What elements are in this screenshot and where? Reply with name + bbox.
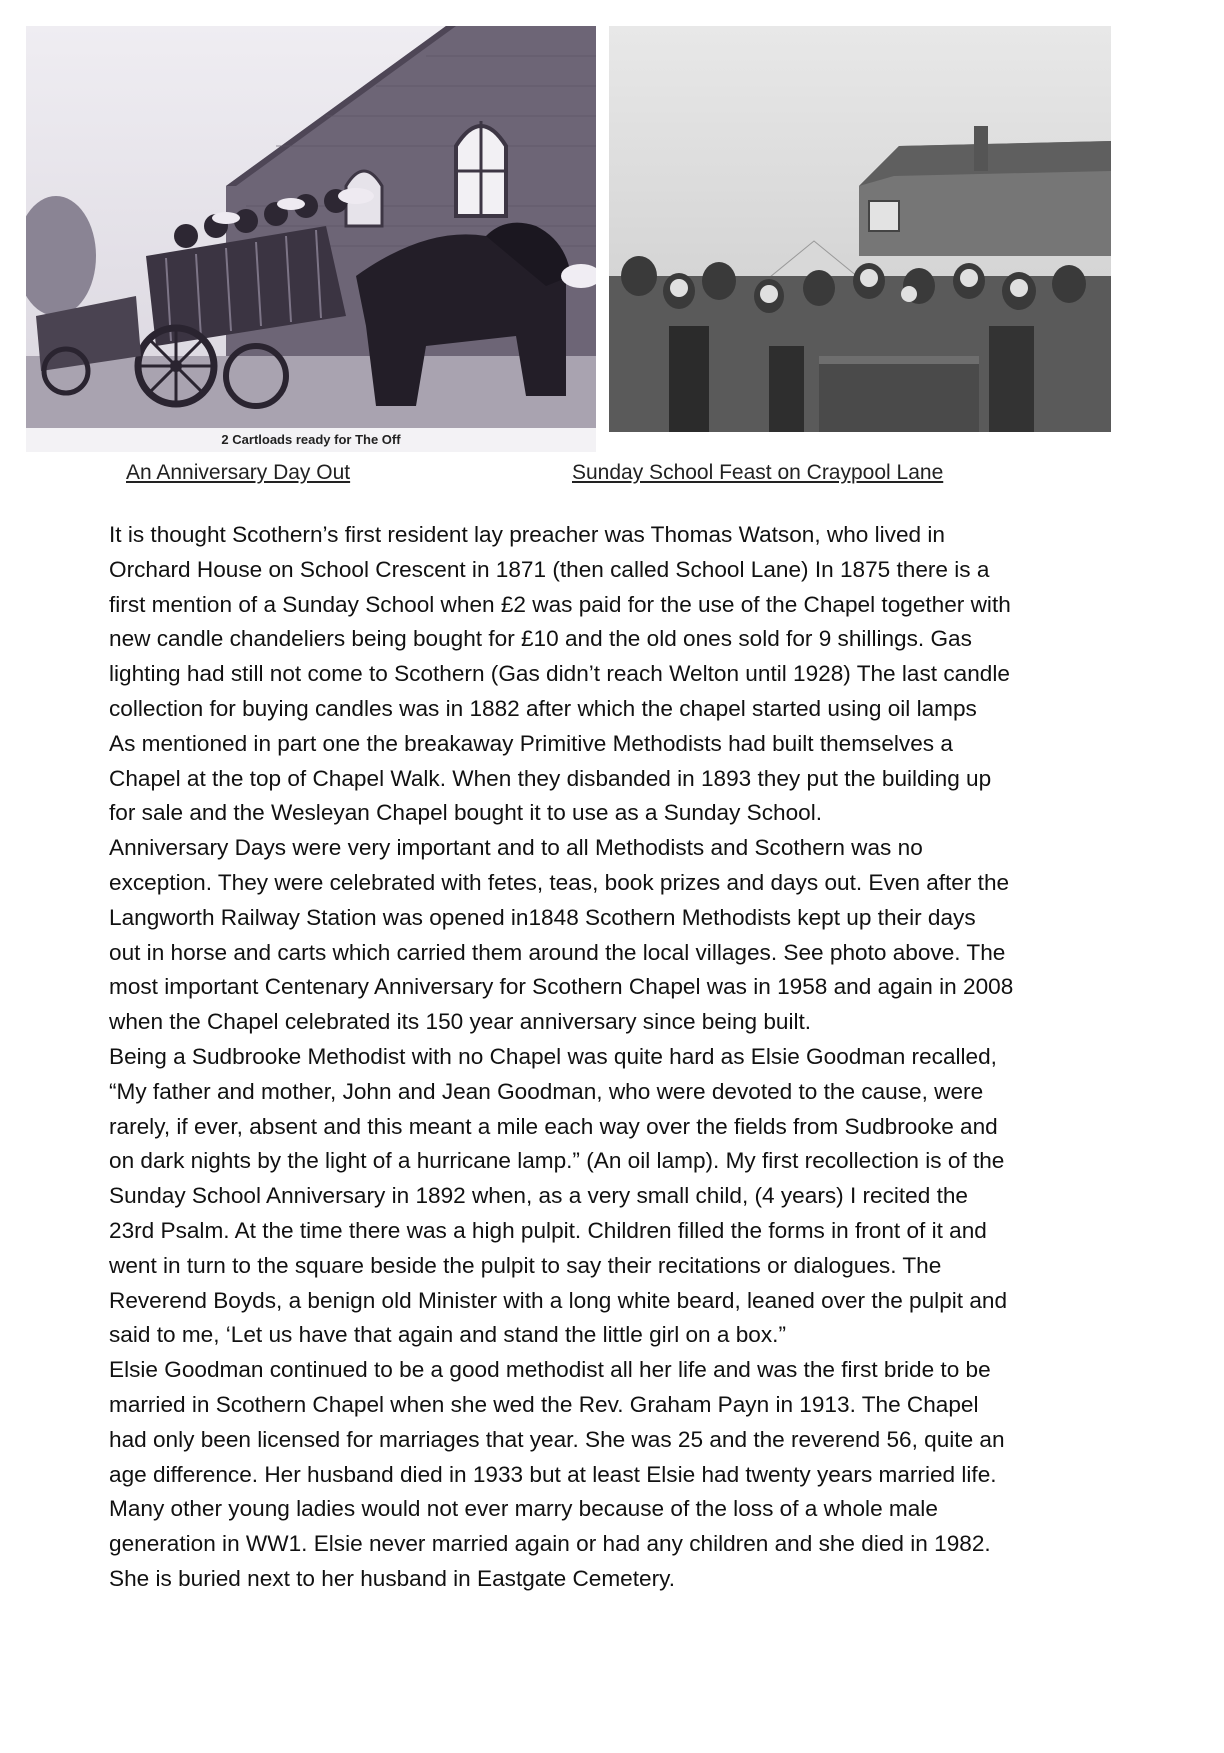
photo-embedded-caption: 2 Cartloads ready for The Off <box>26 428 596 452</box>
article-paragraph: Elsie Goodman continued to be a good methodist all her life and was the first bride to be married in Scothern Chapel when she wed the Rev. Graham Payn in 1913. The Chapel had only been licensed for marriages that year. She was 25 and the reverend 56, quite an age difference. Her husband died in 1933 but at least Elsie had twenty years married life. Many other young ladies would not ever marry because of the loss of a whole male generation in WW1. Elsie never married again or had any children and she died in 1982. She is buried next to her husband in Eastgate Cemetery. <box>109 1357 1005 1591</box>
article-body <box>109 518 1119 1597</box>
article-paragraph: As mentioned in part one the breakaway Primitive Methodists had built themselves a Chapel at the top of Chapel Walk. When they disbanded in 1893 they put the building up for sale and the Wesleyan Chapel bought it to use as a Sunday School. <box>109 730 992 826</box>
cartloads-photo-image <box>26 26 596 452</box>
article-paragraph: It is thought Scothern’s first resident lay preacher was Thomas Watson, who lived in Orchard House on School Crescent in 1871 (then called School Lane) In 1875 there is a first mention of a Sunday School when £2 was paid for the use of the Chapel together with new candle chandeliers being bought for £10 and the old ones sold for 9 shillings. Gas lighting had still not come to Scothern (Gas didn’t reach Welton until 1928) The last candle collection for buying candles was in 1882 after which the chapel started using oil lamps <box>109 522 1011 721</box>
sunday-school-feast-image <box>609 26 1111 432</box>
article-paragraph: Being a Sudbrooke Methodist with no Chapel was quite hard as Elsie Goodman recalled, “My father and mother, John and Jean Goodman, who were devoted to the cause, were rarely, if ever, absent and this meant a mile each way over the fields from Sudbrooke and on dark nights by the light of a hurricane lamp.” (An oil lamp). My first recollection is of the Sunday School Anniversary in 1892 when, as a very small child, (4 years) I recited the 23rd Psalm. At the time there was a high pulpit. Children filled the forms in front of it and went in turn to the square beside the pulpit to say their recitations or dialogues. The Reverend Boyds, a benign old Minister with a long white beard, leaned over the pulpit and said to me, ‘Let us have that again and stand the little girl on a box.” <box>109 1043 1008 1348</box>
photo-caption-sunday-school: Sunday School Feast on Craypool Lane <box>572 461 944 484</box>
photo-sunday-school-feast <box>609 26 1111 432</box>
photo-caption-anniversary: An Anniversary Day Out <box>126 461 351 484</box>
photo-anniversary-day-out <box>26 26 596 452</box>
article-paragraph: Anniversary Days were very important and to all Methodists and Scothern was no exception. They were celebrated with fetes, teas, book prizes and days out. Even after the Langworth Railway Station was opened in1848 Scothern Methodists kept up their days out in horse and carts which carried them around the local villages. See photo above. The most important Centenary Anniversary for Scothern Chapel was in 1958 and again in 2008 when the Chapel celebrated its 150 year anniversary since being built. <box>109 835 1014 1035</box>
